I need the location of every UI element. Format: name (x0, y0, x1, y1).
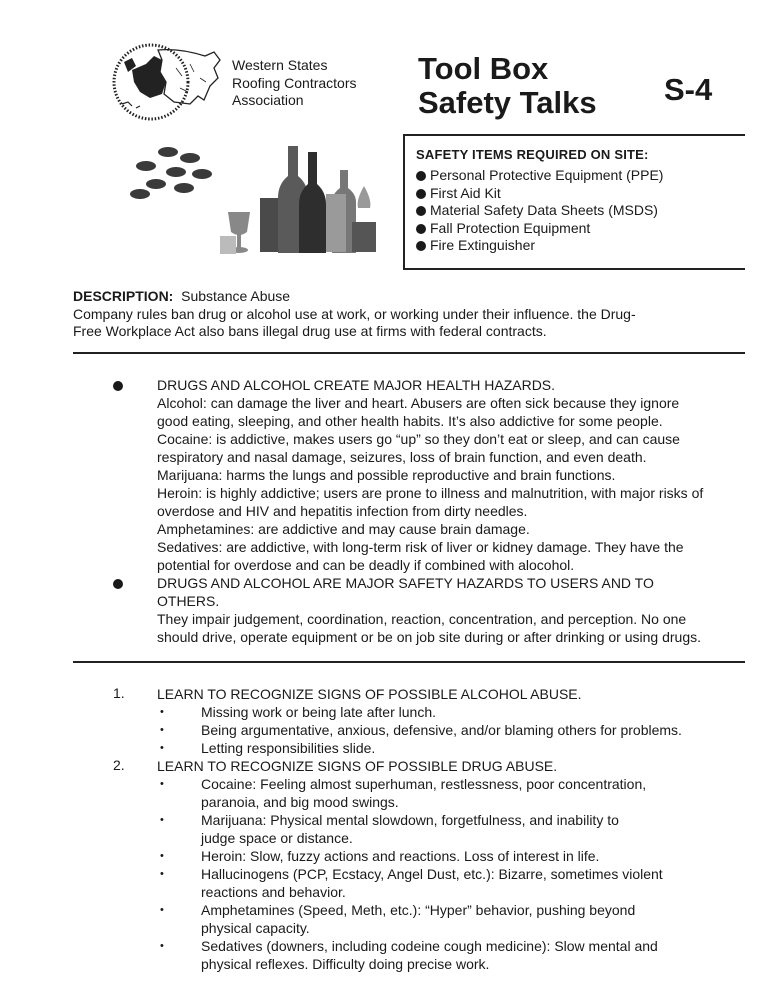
organization-name (232, 57, 357, 110)
bullet-icon (416, 206, 426, 216)
safety-item (416, 185, 663, 203)
sign-text: Marijuana: Physical mental slowdown, forgetfulness, and inability to (201, 812, 619, 828)
safety-items-list (416, 167, 663, 255)
safety-items-heading: SAFETY ITEMS REQUIRED ON SITE: (416, 147, 649, 162)
list-item (157, 721, 747, 739)
bullet-icon: • (160, 706, 164, 718)
sign-text: Heroin: Slow, fuzzy actions and reactions. Loss of interest in life. (201, 848, 600, 864)
signs-heading: LEARN TO RECOGNIZE SIGNS OF POSSIBLE DRUG ABUSE. (157, 758, 558, 774)
hazard-line: Cocaine: is addictive, makes users go “up” so they don’t eat or sleep, and can cause (157, 431, 680, 447)
safety-item-label: Fire Extinguisher (430, 237, 536, 253)
org-line: Western States (232, 57, 328, 73)
bullet-icon (416, 171, 426, 181)
bullet-icon: • (160, 778, 164, 790)
bullet-icon: • (160, 814, 164, 826)
list-item (157, 703, 747, 721)
association-logo (110, 42, 228, 124)
org-line: Association (232, 92, 304, 108)
sign-text: Missing work or being late after lunch. (201, 704, 436, 720)
sign-text: physical reflexes. Difficulty doing precise work. (201, 956, 490, 972)
pills-bottles-illustration (118, 136, 400, 262)
list-item (157, 901, 747, 937)
hazard-line: DRUGS AND ALCOHOL ARE MAJOR SAFETY HAZARDS TO USERS AND TO (157, 575, 654, 591)
sign-text: paranoia, and big mood swings. (201, 794, 399, 810)
sign-text: Amphetamines (Speed, Meth, etc.): “Hyper” behavior, pushing beyond (201, 902, 636, 918)
sign-text: Letting responsibilities slide. (201, 740, 376, 756)
hazard-line: potential for overdose and can be deadly if combined with alocohol. (157, 557, 575, 573)
talk-code: S-4 (664, 72, 713, 107)
title-line: Safety Talks (418, 85, 597, 120)
list-item (157, 865, 747, 901)
hazard-line: Heroin: is highly addictive; users are prone to illness and malnutrition, with major risks of (157, 485, 704, 501)
bullet-icon (416, 241, 426, 251)
sign-text: Cocaine: Feeling almost superhuman, restlessness, poor concentration, (201, 776, 647, 792)
signs-heading: LEARN TO RECOGNIZE SIGNS OF POSSIBLE ALCOHOL ABUSE. (157, 686, 582, 702)
description-topic: Substance Abuse (181, 288, 291, 304)
list-item (157, 847, 747, 865)
bullet-icon: • (160, 868, 164, 880)
bullet-icon (113, 381, 123, 391)
safety-item (416, 220, 663, 238)
bullet-icon: • (160, 724, 164, 736)
bullet-icon (113, 579, 123, 589)
item-number: 1. (113, 685, 125, 701)
safety-item-label: Material Safety Data Sheets (MSDS) (430, 202, 658, 218)
bullet-icon (416, 189, 426, 199)
hazard-line: Marijuana: harms the lungs and possible reproductive and brain functions. (157, 467, 616, 483)
alcohol-signs-block (157, 685, 747, 757)
safety-item (416, 202, 663, 220)
sign-text: Sedatives (downers, including codeine cough medicine): Slow mental and (201, 938, 658, 954)
sign-text: Hallucinogens (PCP, Ecstacy, Angel Dust, etc.): Bizarre, sometimes violent (201, 866, 663, 882)
hazard-line: Amphetamines: are addictive and may cause brain damage. (157, 521, 530, 537)
bullet-icon (416, 224, 426, 234)
hazard-line: Sedatives: are addictive, with long-term risk of liver or kidney damage. They have the (157, 539, 684, 555)
title-line: Tool Box (418, 51, 549, 86)
hazard-line: They impair judgement, coordination, reaction, concentration, and perception. No one (157, 611, 687, 627)
description-line: Free Workplace Act also bans illegal drug use at firms with federal contracts. (73, 323, 547, 339)
list-item (157, 937, 747, 973)
drug-signs-list (157, 775, 747, 973)
hazard-line: Alcohol: can damage the liver and heart. Abusers are often sick because they ignore (157, 395, 680, 411)
safety-bottom-divider (403, 268, 745, 270)
safety-divider (403, 136, 405, 269)
alcohol-signs-list (157, 703, 747, 757)
hazard-line: OTHERS. (157, 593, 220, 609)
list-item (157, 775, 747, 811)
sign-text: judge space or distance. (201, 830, 353, 846)
hazard-line: good eating, sleeping, and other health habits. It’s also addictive for some people. (157, 413, 663, 429)
safety-item-label: First Aid Kit (430, 184, 501, 201)
bullet-icon: • (160, 850, 164, 862)
description-label: DESCRIPTION: (73, 288, 174, 304)
hazard-line: overdose and HIV and hepatitis infection from dirty needles. (157, 503, 528, 519)
item-number: 2. (113, 757, 125, 773)
section-divider (73, 661, 745, 663)
list-item (157, 811, 747, 847)
safety-item (416, 237, 663, 255)
bullet-icon: • (160, 904, 164, 916)
hazard-line: should drive, operate equipment or be on job site during or after drinking or using drugs. (157, 629, 701, 645)
safety-item (416, 167, 663, 185)
safety-item-label: Fall Protection Equipment (430, 219, 591, 236)
hazard-line: DRUGS AND ALCOHOL CREATE MAJOR HEALTH HAZARDS. (157, 377, 556, 393)
safety-hazards-block (157, 574, 747, 646)
hazard-line: respiratory and nasal damage, seizures, loss of brain function, and even death. (157, 449, 647, 465)
header-divider (403, 134, 745, 136)
description-line: Company rules ban drug or alcohol use at work, or working under their influence. the Drug- (73, 305, 636, 322)
sign-text: Being argumentative, anxious, defensive, and/or blaming others for problems. (201, 722, 682, 738)
list-item (157, 739, 747, 757)
sign-text: reactions and behavior. (201, 884, 346, 900)
bullet-icon: • (160, 742, 164, 754)
org-line: Roofing Contractors (232, 74, 357, 91)
safety-item-label: Personal Protective Equipment (PPE) (430, 167, 664, 183)
drug-signs-block (157, 757, 747, 973)
bullet-icon: • (160, 940, 164, 952)
health-hazards-block (157, 376, 747, 574)
sign-text: physical capacity. (201, 920, 310, 936)
description-block (73, 288, 723, 341)
section-divider (73, 352, 745, 354)
page-title (418, 52, 597, 120)
